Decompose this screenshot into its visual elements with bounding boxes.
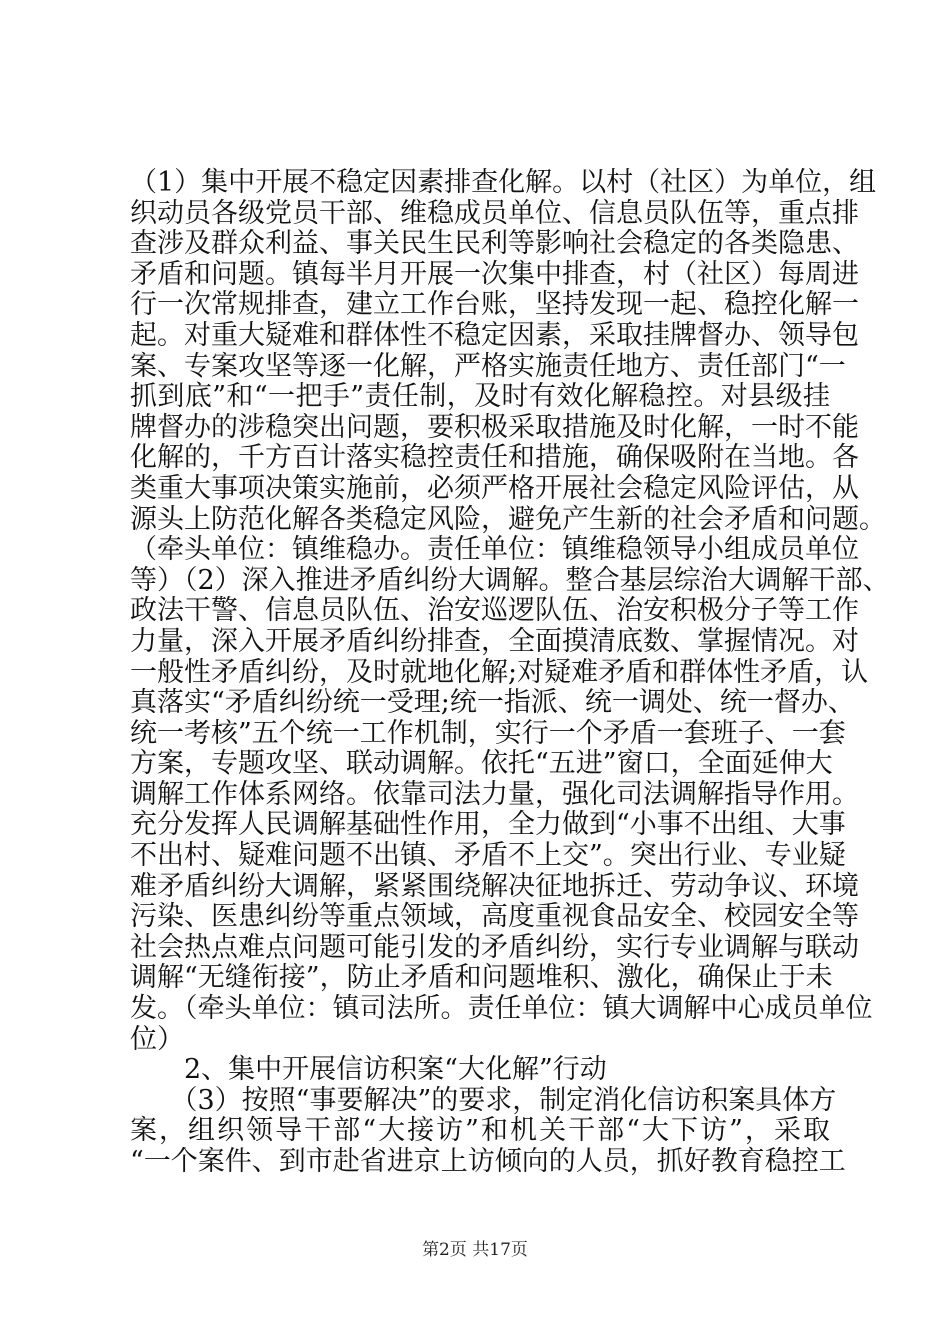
text-line: 牌督办的涉稳突出问题，要积极采取措施及时化解，一时不能 — [130, 411, 859, 443]
text-line: （1）集中开展不稳定因素排查化解。以村（社区）为单位，组 — [130, 167, 877, 198]
text-line: 统一考核”五个统一工作机制，实行一个矛盾一套班子、一套 — [130, 717, 846, 749]
text-line: 一般性矛盾纠纷，及时就地化解;对疑难矛盾和群体性矛盾，认 — [130, 656, 869, 688]
text-line: 发。（牵头单位：镇司法所。责任单位：镇大调解中心成员单位 — [130, 993, 873, 1025]
text-line: 等）（2）深入推进矛盾纠纷大调解。整合基层综治大调解干部、 — [130, 564, 890, 596]
body-text — [130, 167, 890, 1178]
text-line: 难矛盾纠纷大调解，紧紧围绕解决征地拆迁、劳动争议、环境 — [130, 870, 859, 902]
text-line: 案、专案攻坚等逐一化解，严格实施责任地方、责任部门“一 — [130, 350, 846, 382]
text-line: 矛盾和问题。镇每半月开展一次集中排查，村（社区）每周进 — [130, 258, 859, 290]
text-line: 污染、医患纠纷等重点领域，高度重视食品安全、校园安全等 — [130, 901, 859, 933]
text-line: 力量，深入开展矛盾纠纷排查，全面摸清底数、掌握情况。对 — [130, 625, 859, 657]
text-line: 化解的，千方百计落实稳控责任和措施，确保吸附在当地。各 — [130, 442, 859, 474]
text-line: 真落实“矛盾纠纷统一受理;统一指派、统一调处、统一督办、 — [130, 687, 855, 719]
text-line: （牵头单位：镇维稳办。责任单位：镇维稳领导小组成员单位 — [130, 534, 859, 566]
text-line: 不出村、疑难问题不出镇、矛盾不上交”。突出行业、专业疑 — [130, 840, 846, 872]
text-line: 查涉及群众利益、事关民生民利等影响社会稳定的各类隐患、 — [130, 228, 859, 260]
text-line: （3）按照“事要解决”的要求，制定消化信访积案具体方 — [130, 1084, 837, 1116]
text-line: 起。对重大疑难和群体性不稳定因素，采取挂牌督办、领导包 — [130, 319, 859, 351]
text-line: 政法干警、信息员队伍、治安巡逻队伍、治安积极分子等工作 — [130, 595, 859, 627]
text-line: 方案，专题攻坚、联动调解。依托“五进”窗口，全面延伸大 — [130, 748, 833, 780]
text-line: 案，组织领导干部“大接访”和机关干部“大下访”，采取 — [130, 1115, 830, 1147]
text-line: 调解“无缝衔接”，防止矛盾和问题堆积、激化，确保止于未 — [130, 962, 833, 994]
text-line: 织动员各级党员干部、维稳成员单位、信息员队伍等，重点排 — [130, 197, 859, 229]
text-line: 社会热点难点问题可能引发的矛盾纠纷，实行专业调解与联动 — [130, 931, 859, 963]
text-line: 抓到底”和“一把手”责任制，及时有效化解稳控。对县级挂 — [130, 381, 830, 413]
text-line: 源头上防范化解各类稳定风险，避免产生新的社会矛盾和问题。 — [130, 503, 886, 535]
text-line: 充分发挥人民调解基础性作用，全力做到“小事不出组、大事 — [130, 809, 846, 841]
text-line: “一个案件、到市赴省进京上访倾向的人员，抓好教育稳控工 — [130, 1146, 846, 1177]
text-line: 类重大事项决策实施前，必须严格开展社会稳定风险评估，从 — [130, 472, 859, 504]
text-line: 调解工作体系网络。依靠司法力量，强化司法调解指导作用。 — [130, 778, 859, 810]
text-line: 行一次常规排查，建立工作台账，坚持发现一起、稳控化解一 — [130, 289, 859, 321]
text-line: 2、集中开展信访积案“大化解”行动 — [130, 1054, 607, 1086]
page-footer: 第2页 共17页 — [422, 1240, 528, 1260]
text-line: 位） — [130, 1023, 184, 1055]
